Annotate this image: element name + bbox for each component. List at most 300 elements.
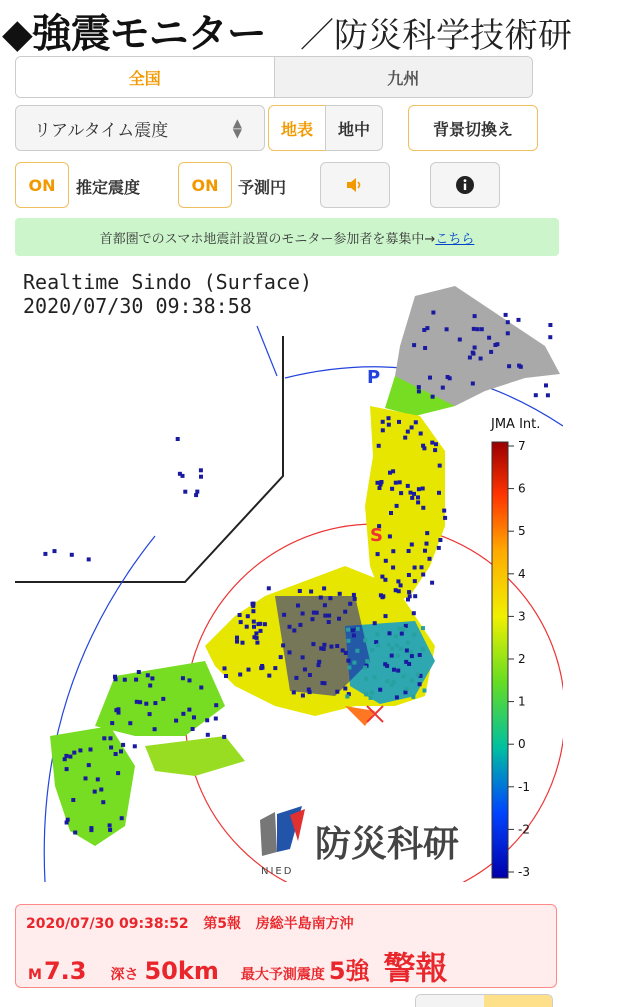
station-marker (241, 641, 245, 645)
station-marker (383, 578, 387, 582)
station-marker (398, 480, 402, 484)
station-marker (317, 663, 321, 667)
station-marker (343, 687, 347, 691)
station-marker (328, 596, 332, 600)
legend-tick-label: 0 (518, 737, 526, 752)
seismic-map (15, 266, 563, 882)
station-marker (239, 620, 243, 624)
station-marker (195, 490, 199, 494)
station-marker (411, 695, 415, 699)
station-marker (93, 790, 97, 794)
station-marker (71, 798, 75, 802)
station-marker (222, 735, 226, 739)
station-marker (396, 669, 400, 673)
station-marker (421, 647, 425, 651)
station-marker (252, 635, 256, 639)
station-marker (504, 313, 508, 317)
station-marker (392, 668, 396, 672)
depth-label: 深さ (110, 967, 139, 983)
station-marker (437, 491, 441, 495)
station-marker (347, 666, 351, 670)
station-marker (423, 549, 427, 553)
station-marker (383, 662, 387, 666)
recruitment-notice (15, 218, 559, 256)
station-marker (199, 468, 203, 472)
station-marker (345, 695, 349, 699)
station-marker (279, 655, 283, 659)
station-marker (396, 654, 400, 658)
station-marker (418, 653, 422, 657)
station-marker (388, 471, 392, 475)
station-marker (410, 679, 414, 683)
station-marker (114, 752, 118, 756)
station-marker (390, 647, 394, 651)
station-marker (353, 597, 357, 601)
station-marker (417, 487, 421, 491)
station-marker (351, 628, 355, 632)
station-marker (409, 491, 413, 495)
station-marker (352, 634, 356, 638)
legend-title: JMA Int. (491, 417, 541, 432)
eew-alert-box (15, 904, 557, 988)
station-marker (407, 590, 411, 594)
nied-logo-text: 防災科研 (315, 824, 460, 865)
tab-nationwide[interactable]: 全国 (16, 57, 275, 97)
station-marker (346, 628, 350, 632)
station-marker (323, 681, 327, 685)
info-icon (455, 175, 475, 195)
station-marker (311, 642, 315, 646)
station-marker (489, 350, 493, 354)
station-marker (319, 596, 323, 600)
station-marker (309, 590, 313, 594)
legend-tick-label: -2 (518, 822, 530, 837)
station-marker (378, 486, 382, 490)
station-marker (388, 631, 392, 635)
station-marker (399, 583, 403, 587)
bottom-tab-right[interactable] (484, 995, 552, 1007)
station-marker (301, 655, 305, 659)
station-marker (473, 314, 477, 318)
station-marker (433, 448, 437, 452)
station-marker (381, 420, 385, 424)
station-marker (401, 627, 405, 631)
station-marker (323, 603, 327, 607)
station-marker (282, 613, 286, 617)
station-marker (260, 664, 264, 668)
station-marker (438, 464, 442, 468)
station-marker (394, 481, 398, 485)
station-marker (403, 436, 407, 440)
station-marker (381, 595, 385, 599)
station-marker (370, 691, 374, 695)
station-marker (335, 690, 339, 694)
station-marker (412, 611, 416, 615)
speaker-icon (347, 178, 363, 192)
station-marker (206, 733, 210, 737)
station-marker (399, 647, 403, 651)
estimate-label: 推定震度 (76, 178, 141, 197)
station-marker (391, 566, 395, 570)
station-marker (405, 687, 409, 691)
station-marker (373, 675, 377, 679)
station-marker (223, 666, 227, 670)
background-toggle-button[interactable]: 背景切換え (408, 105, 538, 151)
map-title: Realtime Sindo (Surface) (23, 270, 312, 294)
station-marker (384, 559, 388, 563)
org-title: ／防災科学技術研 (300, 16, 572, 52)
station-marker (421, 506, 425, 510)
station-marker (364, 677, 368, 681)
station-marker (144, 702, 148, 706)
station-marker (73, 831, 77, 835)
station-marker (410, 496, 414, 500)
alert-header-line (26, 913, 354, 933)
alert-time: 2020/07/30 09:38:52 (26, 916, 189, 932)
station-marker (343, 610, 347, 614)
station-marker (43, 552, 47, 556)
station-marker (410, 654, 414, 658)
station-marker (416, 673, 420, 677)
station-marker (420, 565, 424, 569)
station-marker (108, 828, 112, 832)
station-marker (534, 393, 538, 397)
station-marker (406, 484, 410, 488)
app-title: ◆強震モニター (2, 11, 266, 52)
station-marker (390, 683, 394, 687)
station-marker (308, 673, 312, 677)
station-marker (364, 692, 368, 696)
legend-tick-label: 4 (518, 566, 526, 581)
chugoku-land (95, 661, 225, 736)
legend-tick-label: 3 (518, 609, 526, 624)
station-marker (113, 675, 117, 679)
station-marker (390, 487, 394, 491)
station-marker (387, 416, 391, 420)
station-marker (263, 622, 267, 626)
station-marker (123, 678, 127, 682)
legend-tick-label: 2 (518, 652, 526, 666)
station-marker (418, 682, 422, 686)
station-marker (473, 346, 477, 350)
station-marker (292, 690, 296, 694)
station-marker (548, 323, 552, 327)
station-marker (406, 598, 410, 602)
p-wave-label: P (367, 367, 381, 388)
station-marker (381, 428, 385, 432)
shikoku-land (145, 736, 245, 776)
legend-tick-label: -1 (518, 779, 530, 794)
map-canvas (15, 266, 563, 882)
legend-ticks (508, 439, 530, 879)
station-marker (267, 586, 271, 590)
station-marker (319, 646, 323, 650)
station-marker (425, 542, 429, 546)
station-marker (365, 659, 369, 663)
station-marker (121, 743, 125, 747)
station-marker (430, 581, 434, 585)
station-marker (373, 621, 377, 625)
station-marker (133, 744, 137, 748)
station-marker (387, 643, 391, 647)
station-marker (150, 676, 154, 680)
station-marker (238, 673, 242, 677)
nied-logo-icon (260, 806, 305, 856)
station-marker (311, 617, 315, 621)
station-marker (370, 648, 374, 652)
station-marker (406, 641, 410, 645)
station-marker (288, 625, 292, 629)
station-marker (256, 622, 260, 626)
station-marker (472, 327, 476, 331)
prediction-toggle[interactable]: ON (178, 162, 232, 208)
station-marker (70, 553, 74, 557)
station-marker (421, 626, 425, 630)
station-marker (337, 617, 341, 621)
legend-tick-label: 1 (518, 694, 526, 709)
station-marker (252, 620, 256, 624)
station-marker (120, 816, 124, 820)
station-marker (307, 688, 311, 692)
station-marker (66, 818, 70, 822)
station-marker (363, 666, 367, 670)
station-marker (134, 678, 138, 682)
station-marker (187, 708, 191, 712)
mode-select[interactable] (15, 105, 265, 151)
station-marker (387, 423, 391, 427)
station-marker (507, 364, 511, 368)
station-marker (87, 763, 91, 767)
station-marker (348, 602, 352, 606)
estimate-toggle[interactable]: ON (15, 162, 69, 208)
warning-label: 警報 (383, 949, 448, 987)
station-marker (99, 788, 103, 792)
station-marker (117, 711, 121, 715)
station-marker (235, 636, 239, 640)
page-header (0, 0, 640, 52)
station-marker (153, 701, 157, 705)
station-marker (441, 386, 445, 390)
station-marker (487, 336, 491, 340)
station-marker (397, 627, 401, 631)
station-marker (548, 335, 552, 339)
station-marker (329, 645, 333, 649)
station-marker (288, 650, 292, 654)
station-marker (78, 748, 82, 752)
alert-detail-line (28, 943, 448, 987)
station-marker (421, 487, 425, 491)
station-marker (416, 495, 420, 499)
max-intensity-label: 最大予測震度 (240, 967, 325, 983)
station-marker (414, 420, 418, 424)
station-marker (72, 751, 76, 755)
station-marker (188, 678, 192, 682)
station-marker (375, 632, 379, 636)
station-marker (235, 640, 239, 644)
station-marker (214, 703, 218, 707)
magnitude-value: 7.3 (43, 957, 87, 985)
station-marker (247, 668, 251, 672)
station-marker (303, 667, 307, 671)
station-marker (301, 694, 305, 698)
station-marker (423, 346, 427, 350)
station-marker (517, 318, 521, 322)
station-marker (183, 490, 187, 494)
station-marker (153, 727, 157, 731)
station-marker (406, 430, 410, 434)
info-button[interactable] (430, 162, 500, 208)
station-marker (431, 395, 435, 399)
station-marker (390, 654, 394, 658)
station-marker (174, 719, 178, 723)
station-marker (476, 327, 480, 331)
station-marker (251, 609, 255, 613)
station-marker (404, 690, 408, 694)
station-marker (238, 613, 242, 617)
station-marker (388, 534, 392, 538)
station-marker (438, 538, 442, 542)
station-marker (108, 823, 112, 827)
station-marker (356, 627, 360, 631)
station-marker (479, 357, 483, 361)
station-marker (65, 767, 69, 771)
notice-text: 首都圏でのスマホ地震計設置のモニター参加者を募集中→ (99, 231, 436, 247)
station-marker (102, 736, 106, 740)
station-marker (224, 674, 228, 678)
station-marker (400, 632, 404, 636)
region-tabs (15, 56, 533, 98)
station-marker (352, 661, 356, 665)
station-marker (192, 715, 196, 719)
station-marker (399, 491, 403, 495)
station-marker (495, 342, 499, 346)
intensity-color-scale (492, 442, 508, 878)
station-marker (298, 589, 302, 593)
station-marker (116, 771, 120, 775)
sound-button[interactable] (320, 162, 390, 208)
station-marker (301, 612, 305, 616)
station-marker (395, 695, 399, 699)
nied-logo-abbr: NIED (261, 866, 294, 877)
station-marker (322, 586, 326, 590)
station-marker (434, 442, 438, 446)
station-marker (252, 625, 256, 629)
surface-button[interactable]: 地表 (268, 105, 326, 151)
station-marker (376, 644, 380, 648)
bottom-tab-left[interactable] (416, 995, 484, 1007)
depth-value: 50km (144, 957, 219, 985)
station-marker (431, 311, 435, 315)
station-marker (409, 650, 413, 654)
station-marker (298, 623, 302, 627)
station-marker (423, 689, 427, 693)
station-marker (405, 649, 409, 653)
station-marker (506, 331, 510, 335)
station-marker (369, 696, 373, 700)
station-marker (251, 602, 255, 606)
legend-tick-label: 7 (518, 439, 526, 453)
tab-kyushu[interactable]: 九州 (275, 57, 533, 97)
station-marker (412, 343, 416, 347)
bottom-tabs (415, 994, 553, 1007)
station-marker (410, 425, 414, 429)
station-marker (442, 509, 446, 513)
station-marker (68, 755, 72, 759)
station-marker (199, 475, 203, 479)
station-marker (161, 697, 165, 701)
station-marker (407, 573, 411, 577)
station-marker (376, 552, 380, 556)
station-marker (407, 549, 411, 553)
station-marker (437, 546, 441, 550)
station-marker (546, 393, 550, 397)
alert-report-number: 第5報 (203, 916, 242, 932)
station-marker (87, 557, 91, 561)
station-marker (428, 376, 432, 380)
station-marker (181, 676, 185, 680)
station-marker (378, 688, 382, 692)
station-marker (89, 748, 93, 752)
station-marker (395, 504, 399, 508)
max-intensity-value: 5強 (328, 957, 370, 985)
prediction-label: 予測円 (238, 178, 287, 197)
station-marker (544, 383, 548, 387)
station-marker (410, 543, 414, 547)
station-marker (323, 614, 327, 618)
station-marker (255, 641, 259, 645)
station-marker (315, 611, 319, 615)
station-marker (137, 670, 141, 674)
underground-button[interactable]: 地中 (325, 105, 383, 151)
station-marker (281, 643, 285, 647)
station-marker (273, 666, 277, 670)
station-marker (181, 474, 185, 478)
station-marker (363, 638, 367, 642)
station-marker (110, 721, 114, 725)
notice-link[interactable]: こちら (435, 231, 475, 247)
station-marker (89, 828, 93, 832)
station-marker (327, 614, 331, 618)
station-marker (259, 629, 263, 633)
station-marker (128, 721, 132, 725)
station-marker (191, 727, 195, 731)
station-marker (355, 649, 359, 653)
station-marker (109, 736, 113, 740)
station-marker (389, 511, 393, 515)
station-marker (385, 679, 389, 683)
station-marker (413, 594, 417, 598)
station-marker (396, 579, 400, 583)
station-marker (84, 776, 88, 780)
station-marker (425, 326, 429, 330)
station-marker (294, 676, 298, 680)
station-marker (397, 420, 401, 424)
station-marker (412, 633, 416, 637)
station-marker (428, 557, 432, 561)
station-marker (148, 712, 152, 716)
station-marker (352, 593, 356, 597)
station-marker (468, 356, 472, 360)
station-marker (322, 643, 326, 647)
station-marker (422, 446, 426, 450)
station-marker (53, 549, 57, 553)
station-marker (471, 382, 475, 386)
station-marker (394, 634, 398, 638)
station-marker (296, 604, 300, 608)
magnitude-label: M (28, 967, 42, 983)
station-marker (413, 566, 417, 570)
station-marker (101, 800, 105, 804)
